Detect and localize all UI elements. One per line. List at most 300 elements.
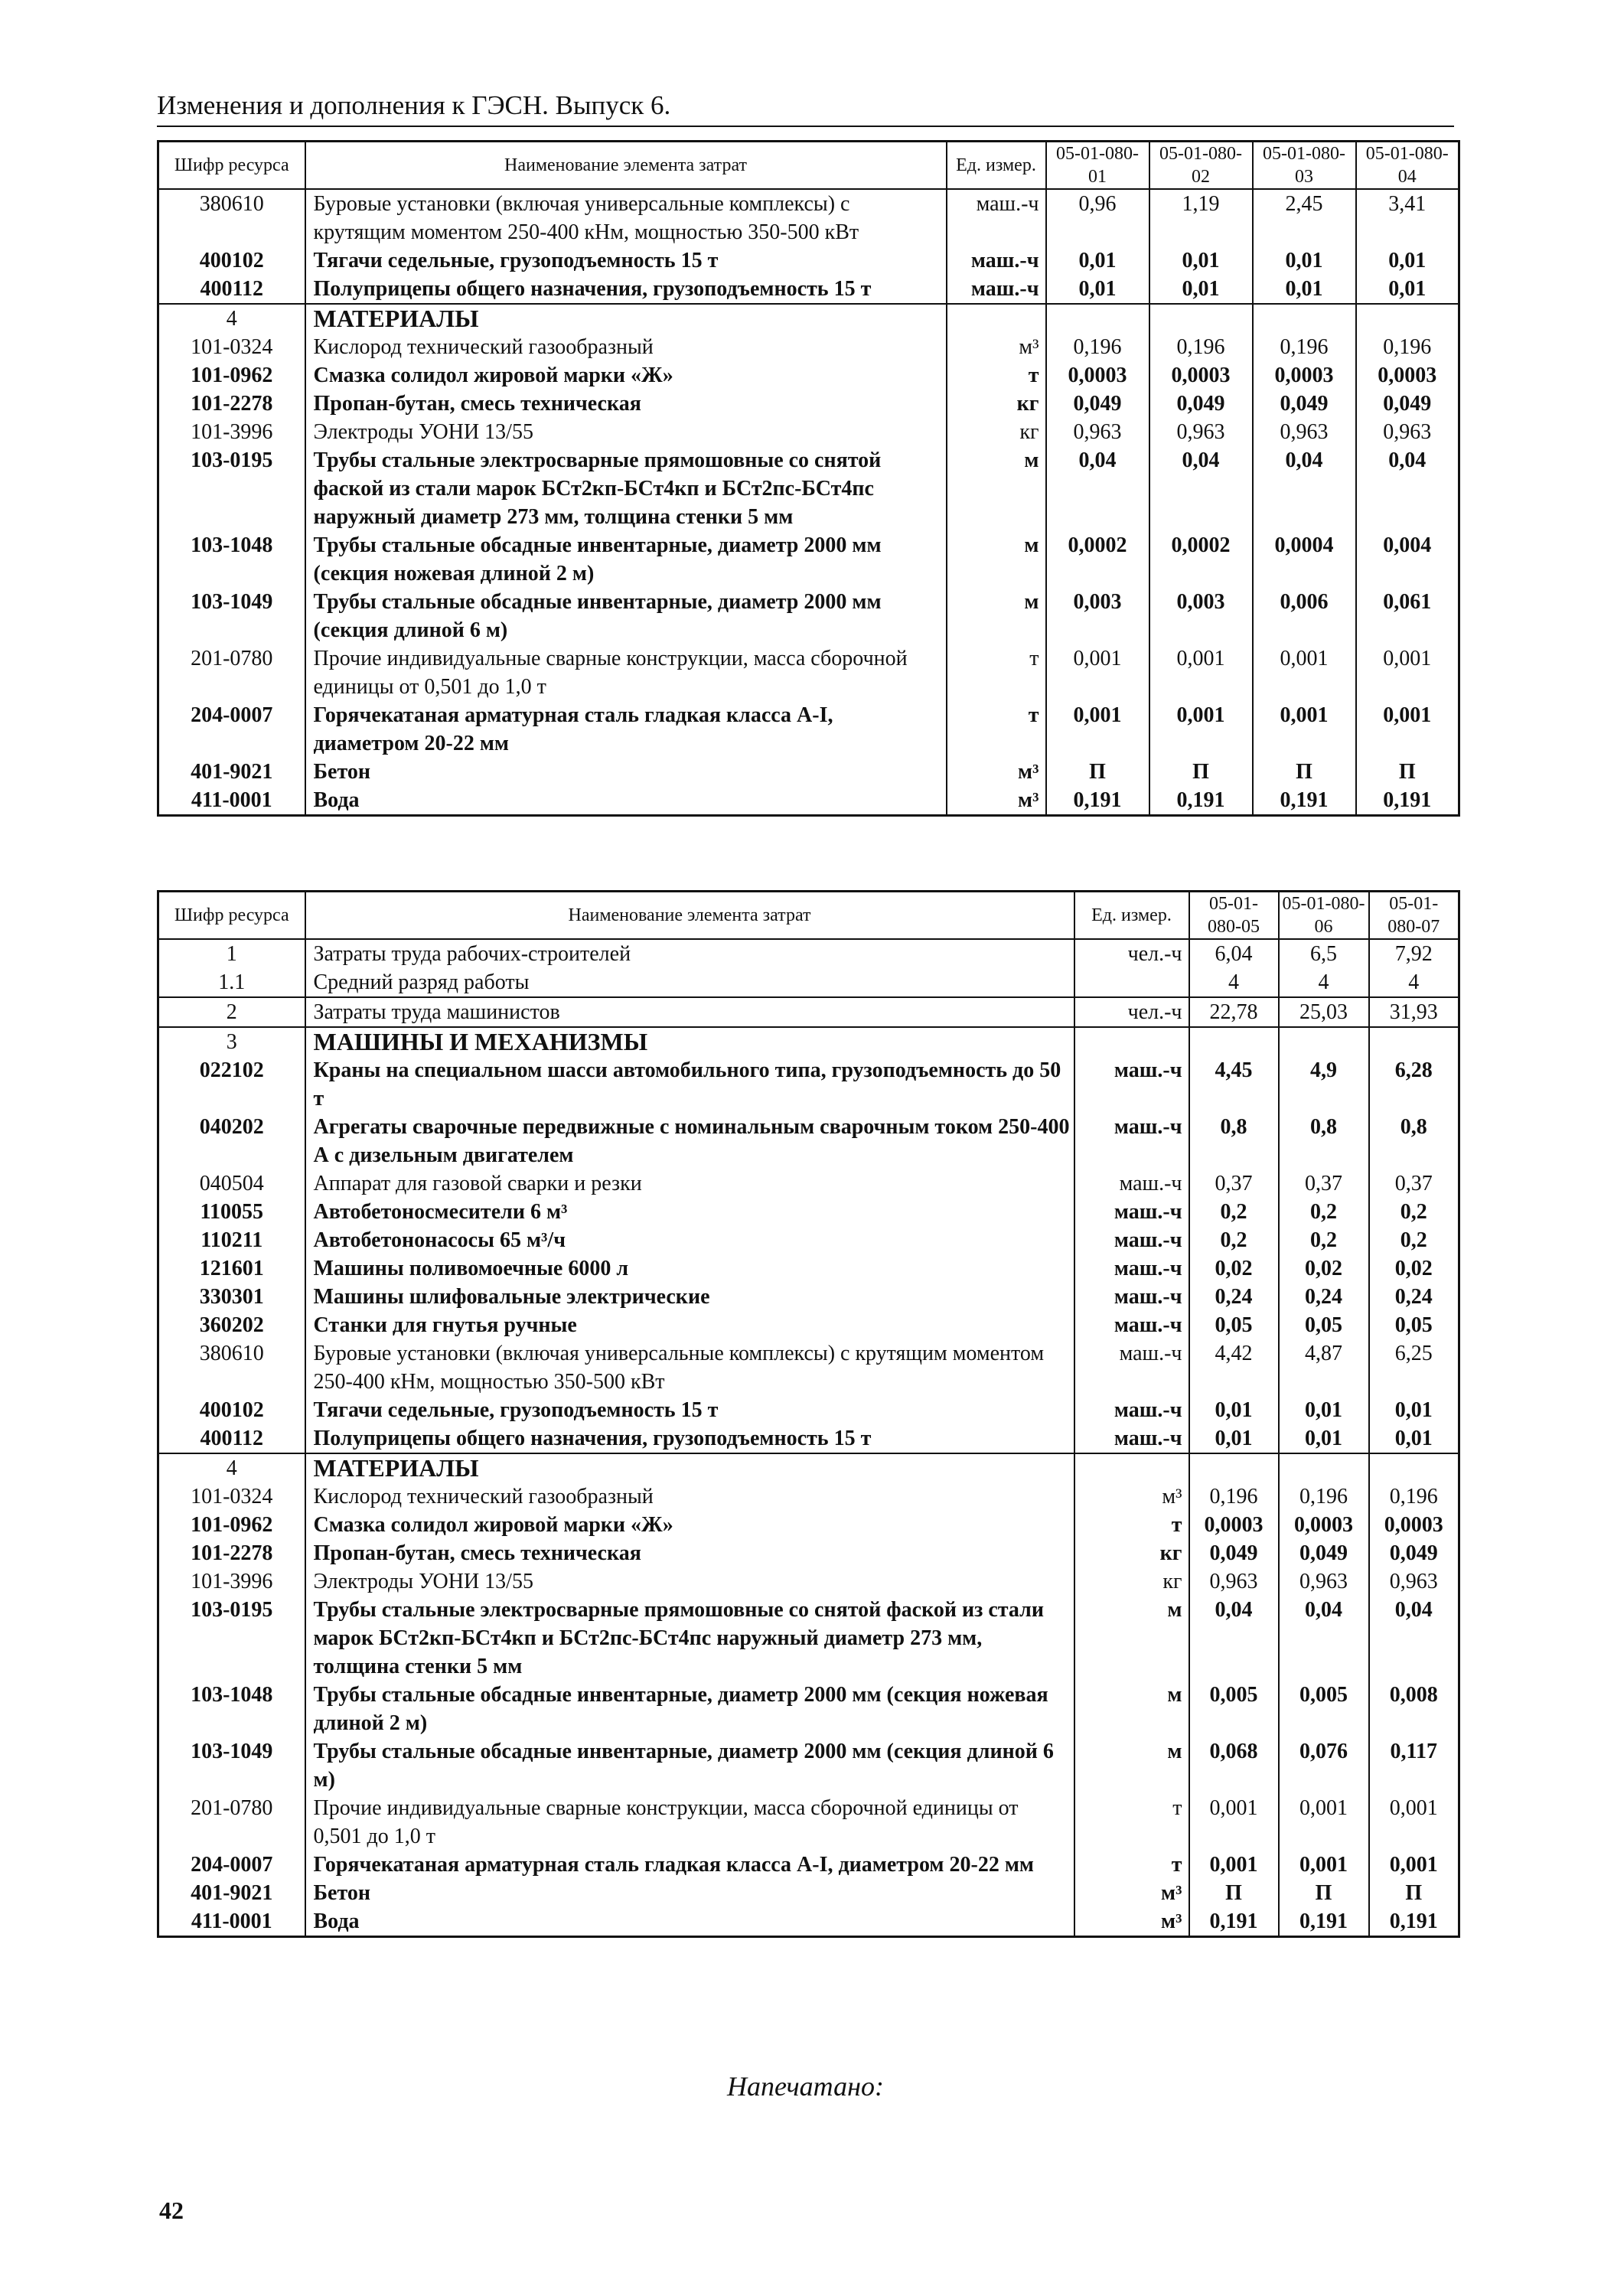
resource-code: 101-0962 [158, 1511, 305, 1539]
resource-name: Тягачи седельные, грузоподъемность 15 т [305, 246, 947, 275]
table-row [158, 968, 1459, 997]
resource-name: Тягачи седельные, грузоподъемность 15 т [305, 1396, 1074, 1424]
unit-of-measure: маш.-ч [1074, 1424, 1189, 1453]
resource-name: Горячекатаная арматурная сталь гладкая класса А-I, диаметром 20-22 мм [305, 701, 947, 758]
unit-of-measure: маш.-ч [947, 189, 1046, 246]
col-name-header: Наименование элемента затрат [305, 892, 1074, 940]
rate-value: 0,006 [1253, 588, 1356, 644]
unit-of-measure: чел.-ч [1074, 997, 1189, 1027]
rate-value: 0,003 [1046, 588, 1149, 644]
unit-of-measure: маш.-ч [1074, 1254, 1189, 1283]
resource-name: Пропан-бутан, смесь техническая [305, 390, 947, 418]
unit-of-measure [947, 304, 1046, 333]
resource-code: 101-0324 [158, 1482, 305, 1511]
rate-value: 0,049 [1253, 390, 1356, 418]
table-row [158, 997, 1459, 1027]
rate-value: П [1149, 758, 1253, 786]
resource-code: 110055 [158, 1198, 305, 1226]
resource-code: 330301 [158, 1283, 305, 1311]
rate-value: 0,068 [1189, 1737, 1279, 1794]
resource-name: Агрегаты сварочные передвижные с номинальным сварочным током 250-400 А с дизельным двигателем [305, 1113, 1074, 1169]
rate-value: 0,2 [1189, 1226, 1279, 1254]
table-body [158, 189, 1459, 816]
rate-value: 0,37 [1394, 1172, 1433, 1195]
rate-value: 0,0002 [1149, 531, 1253, 588]
resource-name: Трубы стальные обсадные инвентарные, диаметр 2000 мм (секция ножевая длиной 2 м) [305, 1681, 1074, 1737]
rate-value: 0,02 [1394, 1257, 1433, 1280]
rate-value: 0,001 [1389, 1796, 1438, 1820]
section-title: МАТЕРИАЛЫ [305, 304, 947, 333]
rate-value: 22,78 [1189, 997, 1279, 1027]
rate-value: П [1046, 758, 1149, 786]
rate-value: 0,049 [1189, 1539, 1279, 1567]
rate-value: 0,04 [1189, 1596, 1279, 1681]
resource-name: Кислород технический газообразный [305, 1482, 1074, 1511]
rate-value [1369, 1027, 1459, 1056]
rate-value: 4,42 [1189, 1339, 1279, 1396]
unit-of-measure: м³ [947, 333, 1046, 361]
col-unit-header: Ед. измер. [947, 142, 1046, 190]
rate-value: 0,01 [1149, 246, 1253, 275]
rate-value: 0,01 [1394, 1398, 1433, 1422]
rate-value: 0,003 [1149, 588, 1253, 644]
rate-value: 2,45 [1253, 189, 1356, 246]
rate-value: 0,049 [1383, 392, 1432, 416]
resource-name: Буровые установки (включая универсальные комплексы) с крутящим моментом 250-400 кНм, мощностью 350-500 кВт [305, 189, 947, 246]
rate-value: 0,196 [1389, 1485, 1438, 1508]
table-row [158, 758, 1459, 786]
rate-value: 0,37 [1189, 1169, 1279, 1198]
rate-value: 0,01 [1253, 275, 1356, 304]
resource-code: 1 [158, 939, 305, 968]
rate-value: 0,01 [1279, 1396, 1369, 1424]
rate-value: 0,04 [1279, 1596, 1369, 1681]
unit-of-measure: маш.-ч [1074, 1283, 1189, 1311]
rate-value: 4,87 [1279, 1339, 1369, 1396]
rate-value [1253, 304, 1356, 333]
rate-value: 0,01 [1279, 1424, 1369, 1453]
unit-of-measure: маш.-ч [1074, 1169, 1189, 1198]
rate-value: 0,24 [1189, 1283, 1279, 1311]
resource-code: 101-2278 [158, 390, 305, 418]
rate-value: 0,04 [1394, 1598, 1433, 1622]
rate-value [1046, 304, 1149, 333]
table-row [158, 418, 1459, 446]
resource-name: Затраты труда рабочих-строителей [305, 939, 1074, 968]
rate-value: 0,196 [1046, 333, 1149, 361]
table-row [158, 1396, 1459, 1424]
resource-table-1 [157, 140, 1460, 817]
resource-code: 101-0324 [158, 333, 305, 361]
resource-name: Горячекатаная арматурная сталь гладкая класса А-I, диаметром 20-22 мм [305, 1851, 1074, 1879]
unit-of-measure: т [947, 644, 1046, 701]
unit-of-measure: м³ [1074, 1482, 1189, 1511]
unit-of-measure: м [947, 531, 1046, 588]
resource-name: Вода [305, 786, 947, 816]
document-title: Изменения и дополнения к ГЭСН. Выпуск 6. [157, 90, 671, 120]
table-row [158, 1737, 1459, 1794]
rate-value: 0,005 [1189, 1681, 1279, 1737]
rate-value: 0,05 [1189, 1311, 1279, 1339]
rate-value: 0,0004 [1253, 531, 1356, 588]
resource-name: Прочие индивидуальные сварные конструкции, масса сборочной единицы от 0,501 до 1,0 т [305, 1794, 1074, 1851]
unit-of-measure [1074, 1027, 1189, 1056]
table-row [158, 939, 1459, 968]
col-rate-header: 05-01-080-05 [1189, 892, 1279, 940]
table-row [158, 361, 1459, 390]
rate-value: 0,963 [1046, 418, 1149, 446]
table-row [158, 1681, 1459, 1737]
resource-code: 411-0001 [158, 1907, 305, 1937]
resource-name: Машины шлифовальные электрические [305, 1283, 1074, 1311]
col-rate-header: 05-01-080-03 [1253, 142, 1356, 190]
table-body [158, 939, 1459, 1937]
section-row [158, 1453, 1459, 1482]
resource-code: 360202 [158, 1311, 305, 1339]
rate-value: 0,001 [1149, 644, 1253, 701]
printed-note: Напечатано: [727, 2071, 884, 2102]
resource-code: 1.1 [158, 968, 305, 997]
resource-name: Средний разряд работы [305, 968, 1074, 997]
table-row [158, 275, 1459, 304]
col-rate-header: 05-01-080-07 [1369, 892, 1459, 940]
unit-of-measure: т [1074, 1794, 1189, 1851]
table-row [158, 1851, 1459, 1879]
table-row [158, 1056, 1459, 1113]
rate-value: 6,5 [1279, 939, 1369, 968]
rate-value: 0,001 [1189, 1851, 1279, 1879]
rate-value: 0,01 [1394, 1427, 1433, 1450]
col-rate-header: 05-01-080-06 [1279, 892, 1369, 940]
rate-value: 0,04 [1046, 446, 1149, 531]
rate-value: 0,2 [1400, 1228, 1427, 1252]
table-row [158, 1311, 1459, 1339]
resource-code: 380610 [158, 1339, 305, 1396]
rate-value: 0,049 [1149, 390, 1253, 418]
resource-code: 401-9021 [158, 758, 305, 786]
rate-value: 0,0003 [1253, 361, 1356, 390]
table-row [158, 246, 1459, 275]
rate-value: 1,19 [1149, 189, 1253, 246]
resource-name: Автобетононасосы 65 м³/ч [305, 1226, 1074, 1254]
resource-code: 411-0001 [158, 786, 305, 816]
table-row [158, 1169, 1459, 1198]
rate-value: 0,963 [1253, 418, 1356, 446]
rate-value: 0,04 [1253, 446, 1356, 531]
rate-value: 0,004 [1383, 533, 1432, 557]
rate-value: 0,01 [1253, 246, 1356, 275]
rate-value: 0,196 [1279, 1482, 1369, 1511]
rate-value: 0,963 [1149, 418, 1253, 446]
rate-value: 0,061 [1383, 590, 1432, 614]
rate-value: 0,24 [1394, 1285, 1433, 1309]
resource-name: Трубы стальные электросварные прямошовные со снятой фаской из стали марок БСт2кп-БСт4кп и БСт2пс-БСт4пс наружный диаметр 273 мм, толщина стенки 5 мм [305, 1596, 1074, 1681]
table-row [158, 644, 1459, 701]
unit-of-measure [1074, 1453, 1189, 1482]
resource-code: 110211 [158, 1226, 305, 1254]
table-row [158, 390, 1459, 418]
unit-of-measure: маш.-ч [1074, 1339, 1189, 1396]
rate-value: 0,001 [1253, 701, 1356, 758]
resource-name: Полуприцепы общего назначения, грузоподъемность 15 т [305, 275, 947, 304]
rate-value: 0,001 [1383, 647, 1432, 670]
unit-of-measure: маш.-ч [947, 275, 1046, 304]
resource-code: 103-1048 [158, 1681, 305, 1737]
resource-code: 101-3996 [158, 1567, 305, 1596]
rate-value: 0,191 [1149, 786, 1253, 816]
rate-value: П [1405, 1881, 1423, 1905]
unit-of-measure: маш.-ч [1074, 1226, 1189, 1254]
rate-value: 4 [1408, 970, 1420, 994]
page-header [157, 90, 1454, 127]
unit-of-measure [1074, 968, 1189, 997]
rate-value: 0,001 [1046, 701, 1149, 758]
rate-value: 0,049 [1279, 1539, 1369, 1567]
unit-of-measure: т [1074, 1511, 1189, 1539]
resource-name: Буровые установки (включая универсальные комплексы) с крутящим моментом 250-400 кНм, мощностью 350-500 кВт [305, 1339, 1074, 1396]
table-row [158, 1113, 1459, 1169]
resource-name: Кислород технический газообразный [305, 333, 947, 361]
table-row [158, 1567, 1459, 1596]
rate-value: 0,0003 [1046, 361, 1149, 390]
unit-of-measure: маш.-ч [1074, 1113, 1189, 1169]
resource-table-2 [157, 890, 1460, 1938]
resource-name: Краны на специальном шасси автомобильного типа, грузоподъемность до 50 т [305, 1056, 1074, 1113]
resource-code: 103-1049 [158, 1737, 305, 1794]
rate-value: 0,8 [1400, 1115, 1427, 1139]
rate-value: 0,196 [1189, 1482, 1279, 1511]
rate-value [1189, 1453, 1279, 1482]
resource-name: Затраты труда машинистов [305, 997, 1074, 1027]
rate-value [1369, 1453, 1459, 1482]
rate-value [1356, 304, 1459, 333]
resource-code: 400112 [158, 1424, 305, 1453]
rate-value: 0,001 [1046, 644, 1149, 701]
rate-value: 0,191 [1253, 786, 1356, 816]
col-code-header: Шифр ресурса [158, 142, 305, 190]
resource-code: 101-0962 [158, 361, 305, 390]
resource-name: Машины поливомоечные 6000 л [305, 1254, 1074, 1283]
col-unit-header: Ед. измер. [1074, 892, 1189, 940]
unit-of-measure: т [947, 701, 1046, 758]
rate-value: 0,191 [1279, 1907, 1369, 1937]
rate-value: 0,01 [1046, 275, 1149, 304]
resource-code: 400102 [158, 1396, 305, 1424]
resource-name: Трубы стальные обсадные инвентарные, диаметр 2000 мм (секция ножевая длиной 2 м) [305, 531, 947, 588]
resource-code: 201-0780 [158, 1794, 305, 1851]
rate-value: 0,37 [1279, 1169, 1369, 1198]
table-row [158, 333, 1459, 361]
rate-value: 0,05 [1394, 1313, 1433, 1337]
unit-of-measure: маш.-ч [947, 246, 1046, 275]
rate-value: 3,41 [1388, 192, 1427, 216]
resource-code: 040202 [158, 1113, 305, 1169]
rate-value: 0,04 [1149, 446, 1253, 531]
resource-name: Трубы стальные обсадные инвентарные, диаметр 2000 мм (секция длиной 6 м) [305, 1737, 1074, 1794]
rate-value: 0,963 [1279, 1567, 1369, 1596]
rate-value: 0,2 [1400, 1200, 1427, 1224]
rate-value: 0,01 [1149, 275, 1253, 304]
section-row [158, 1027, 1459, 1056]
rate-value: 0,0003 [1384, 1513, 1443, 1537]
section-title: МАШИНЫ И МЕХАНИЗМЫ [305, 1027, 1074, 1056]
rate-value [1149, 304, 1253, 333]
resource-code: 103-1049 [158, 588, 305, 644]
rate-value: 0,001 [1279, 1851, 1369, 1879]
table-row [158, 1794, 1459, 1851]
rate-value: 0,008 [1389, 1683, 1438, 1707]
unit-of-measure: кг [1074, 1567, 1189, 1596]
rate-value: 25,03 [1279, 997, 1369, 1027]
table-row [158, 1424, 1459, 1453]
rate-value: 0,196 [1383, 335, 1432, 359]
unit-of-measure: чел.-ч [1074, 939, 1189, 968]
rate-value: 0,0003 [1378, 364, 1437, 387]
rate-value: 0,96 [1046, 189, 1149, 246]
resource-name: Электроды УОНИ 13/55 [305, 418, 947, 446]
table-row [158, 189, 1459, 246]
unit-of-measure: м [1074, 1681, 1189, 1737]
col-rate-header: 05-01-080-02 [1149, 142, 1253, 190]
table-row [158, 1482, 1459, 1511]
table-row [158, 531, 1459, 588]
rate-value: 0,191 [1383, 788, 1432, 812]
resource-code: 022102 [158, 1056, 305, 1113]
resource-code: 103-0195 [158, 1596, 305, 1681]
unit-of-measure: кг [947, 418, 1046, 446]
resource-code: 401-9021 [158, 1879, 305, 1907]
rate-value: 0,0003 [1279, 1511, 1369, 1539]
rate-value: 0,24 [1279, 1283, 1369, 1311]
resource-code: 400112 [158, 275, 305, 304]
table-row [158, 701, 1459, 758]
rate-value [1279, 1027, 1369, 1056]
rate-value: 4,45 [1189, 1056, 1279, 1113]
table-header-row [158, 892, 1459, 940]
rate-value: 0,001 [1389, 1853, 1438, 1877]
rate-value: 0,2 [1279, 1198, 1369, 1226]
section-row [158, 304, 1459, 333]
unit-of-measure: м [1074, 1737, 1189, 1794]
rate-value: 6,25 [1394, 1342, 1433, 1365]
unit-of-measure: м³ [1074, 1879, 1189, 1907]
table-row [158, 1539, 1459, 1567]
resource-name: Полуприцепы общего назначения, грузоподъемность 15 т [305, 1424, 1074, 1453]
unit-of-measure: маш.-ч [1074, 1198, 1189, 1226]
rate-value: 0,2 [1279, 1226, 1369, 1254]
rate-value: 0,191 [1046, 786, 1149, 816]
resource-code: 103-1048 [158, 531, 305, 588]
resource-code: 4 [158, 304, 305, 333]
unit-of-measure: маш.-ч [1074, 1396, 1189, 1424]
rate-value: 0,001 [1383, 703, 1432, 727]
resource-name: Станки для гнутья ручные [305, 1311, 1074, 1339]
resource-code: 040504 [158, 1169, 305, 1198]
resource-name: Трубы стальные электросварные прямошовные со снятой фаской из стали марок БСт2кп-БСт4кп и БСт2пс-БСт4пс наружный диаметр 273 мм, толщина стенки 5 мм [305, 446, 947, 531]
table-header-row [158, 142, 1459, 190]
rate-value: 0,001 [1189, 1794, 1279, 1851]
resource-code: 3 [158, 1027, 305, 1056]
rate-value: П [1398, 760, 1416, 784]
unit-of-measure: кг [947, 390, 1046, 418]
rate-value [1189, 1027, 1279, 1056]
rate-value: 31,93 [1369, 997, 1459, 1027]
table-row [158, 1283, 1459, 1311]
rate-value: 0,02 [1189, 1254, 1279, 1283]
table-row [158, 1596, 1459, 1681]
rate-value: 4 [1189, 968, 1279, 997]
rate-value: 6,04 [1189, 939, 1279, 968]
resource-code: 204-0007 [158, 701, 305, 758]
rate-value: 0,8 [1279, 1113, 1369, 1169]
unit-of-measure: м³ [947, 786, 1046, 816]
rate-value: 0,191 [1189, 1907, 1279, 1937]
rate-value: 0,0002 [1046, 531, 1149, 588]
resource-code: 201-0780 [158, 644, 305, 701]
rate-value: 0,196 [1253, 333, 1356, 361]
rate-value: 0,01 [1388, 277, 1427, 301]
resource-name: Пропан-бутан, смесь техническая [305, 1539, 1074, 1567]
rate-value: 0,117 [1390, 1740, 1437, 1763]
unit-of-measure: маш.-ч [1074, 1311, 1189, 1339]
table-row [158, 1907, 1459, 1937]
rate-value: 0,963 [1383, 420, 1432, 444]
rate-value: 0,01 [1046, 246, 1149, 275]
resource-name: Автобетоносмесители 6 м³ [305, 1198, 1074, 1226]
resource-code: 101-3996 [158, 418, 305, 446]
resource-name: Бетон [305, 1879, 1074, 1907]
table-row [158, 588, 1459, 644]
table-row [158, 1198, 1459, 1226]
col-rate-header: 05-01-080-01 [1046, 142, 1149, 190]
rate-value: 0,963 [1189, 1567, 1279, 1596]
rate-value: 4 [1279, 968, 1369, 997]
table-row [158, 1339, 1459, 1396]
rate-value: 0,196 [1149, 333, 1253, 361]
rate-value: 0,191 [1389, 1910, 1438, 1933]
resource-code: 2 [158, 997, 305, 1027]
rate-value: 0,001 [1149, 701, 1253, 758]
rate-value: П [1189, 1879, 1279, 1907]
rate-value: 0,01 [1189, 1396, 1279, 1424]
rate-value: 0,01 [1189, 1424, 1279, 1453]
unit-of-measure: м [1074, 1596, 1189, 1681]
unit-of-measure: м³ [947, 758, 1046, 786]
col-code-header: Шифр ресурса [158, 892, 305, 940]
rate-value: П [1253, 758, 1356, 786]
rate-value: 0,001 [1253, 644, 1356, 701]
unit-of-measure: кг [1074, 1539, 1189, 1567]
resource-code: 103-0195 [158, 446, 305, 531]
rate-value: 0,2 [1189, 1198, 1279, 1226]
table-row [158, 786, 1459, 816]
resource-code: 4 [158, 1453, 305, 1482]
resource-name: Прочие индивидуальные сварные конструкции, масса сборочной единицы от 0,501 до 1,0 т [305, 644, 947, 701]
col-name-header: Наименование элемента затрат [305, 142, 947, 190]
rate-value: 0,0003 [1149, 361, 1253, 390]
rate-value: 0,005 [1279, 1681, 1369, 1737]
rate-value: 0,01 [1388, 249, 1427, 272]
rate-value: П [1279, 1879, 1369, 1907]
rate-value: 7,92 [1394, 942, 1433, 966]
resource-code: 101-2278 [158, 1539, 305, 1567]
rate-value: 4,9 [1279, 1056, 1369, 1113]
unit-of-measure: м [947, 446, 1046, 531]
rate-value: 0,05 [1279, 1311, 1369, 1339]
rate-value: 0,001 [1279, 1794, 1369, 1851]
table-row [158, 1511, 1459, 1539]
col-rate-header: 05-01-080-04 [1356, 142, 1459, 190]
